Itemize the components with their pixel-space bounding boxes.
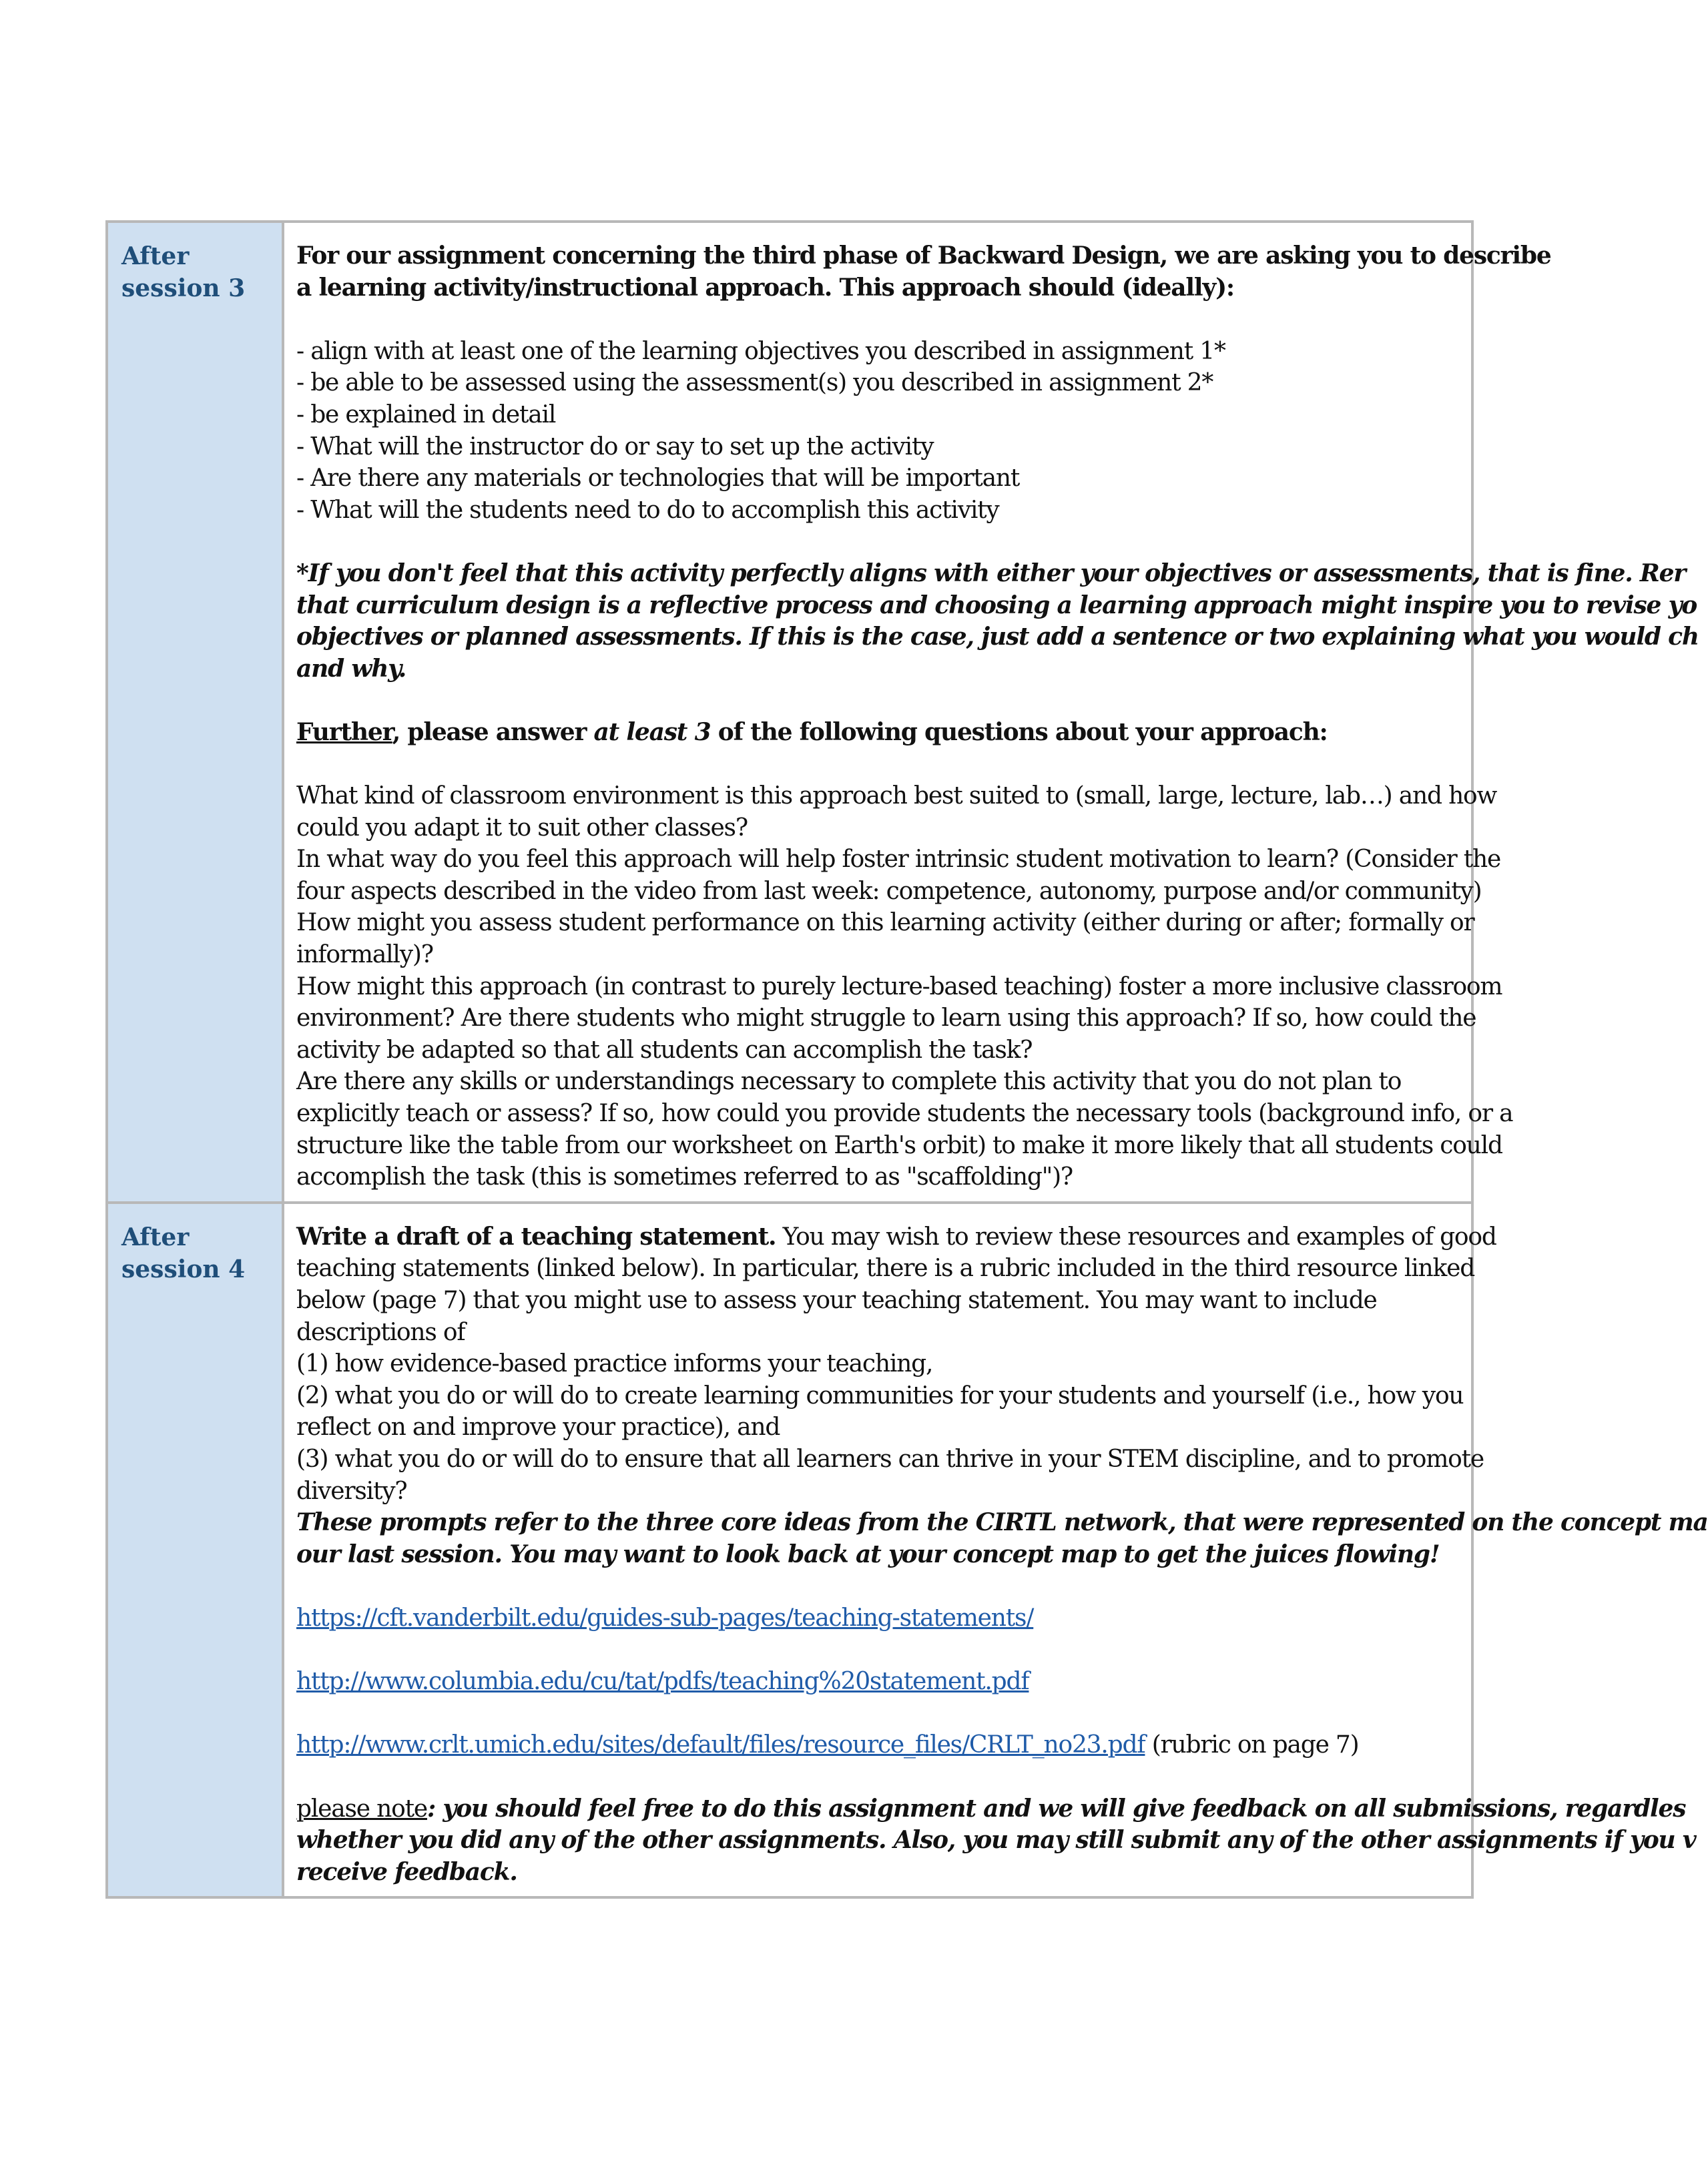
alignment-note-line: and why. xyxy=(296,654,406,683)
assignments-table xyxy=(105,220,1708,1899)
question-line: environment? Are there students who might struggle to learn using this approach? If so, how could the xyxy=(296,1004,1476,1032)
body-line: (3) what you do or will do to ensure that all learners can thrive in your STEM discipline, and to promote xyxy=(296,1445,1484,1473)
assignment-content-cell xyxy=(283,1203,1708,1897)
further-instruction xyxy=(296,717,1471,749)
criteria-item: - be explained in detail xyxy=(296,400,556,428)
resource-link-crlt[interactable]: http://www.crlt.umich.edu/sites/default/files/resource_files/CRLT_no23.pdf xyxy=(296,1731,1145,1759)
final-note-line: receive feedback. xyxy=(296,1857,517,1886)
spacer xyxy=(296,1761,1471,1793)
criteria-item: - What will the students need to do to accomplish this activity xyxy=(296,496,999,524)
final-note-line: whether you did any of the other assignments. Also, you may still submit any of the other assignments if you v xyxy=(296,1826,1696,1855)
question-line: accomplish the task (this is sometimes referred to as "scaffolding")? xyxy=(296,1163,1073,1191)
session-label: session 3 xyxy=(121,274,246,302)
spacer xyxy=(296,749,1471,781)
further-underlined: Further xyxy=(296,717,392,746)
question-line: How might this approach (in contrast to purely lecture-based teaching) foster a more inclusive classroom xyxy=(296,972,1502,1000)
table-row xyxy=(107,222,1472,1203)
spacer xyxy=(296,304,1471,336)
question-line: activity be adapted so that all students can accomplish the task? xyxy=(296,1036,1033,1064)
further-text: , please answer xyxy=(392,717,594,746)
question-line: could you adapt it to suit other classes? xyxy=(296,814,748,842)
criteria-item: - be able to be assessed using the assessment(s) you described in assignment 2* xyxy=(296,369,1213,397)
criteria-item: - What will the instructor do or say to set up the activity xyxy=(296,432,934,460)
session-label: After xyxy=(121,242,190,270)
body-line: (2) what you do or will do to create learning communities for your students and yourself (i.e., how you xyxy=(296,1381,1464,1410)
body-line: below (page 7) that you might use to assess your teaching statement. You may want to include xyxy=(296,1287,1377,1314)
spacer xyxy=(296,1570,1471,1602)
session-label-cell xyxy=(107,1203,283,1897)
question-line: informally)? xyxy=(296,941,433,969)
intro-line: For our assignment concerning the third phase of Backward Design, we are asking you to describe xyxy=(296,242,1551,270)
alignment-note-line: *If you don't feel that this activity perfectly aligns with either your objectives or assessments, that is fine. Rer xyxy=(296,559,1686,587)
spacer xyxy=(296,1698,1471,1730)
session-label: session 4 xyxy=(121,1255,246,1283)
session-label-cell xyxy=(107,222,283,1203)
table-row xyxy=(107,1203,1472,1897)
resource-link-vanderbilt[interactable]: https://cft.vanderbilt.edu/guides-sub-pages/teaching-statements/ xyxy=(296,1604,1034,1632)
question-line: four aspects described in the video from last week: competence, autonomy, purpose and/or community) xyxy=(296,877,1482,905)
prompts-note-line: our last session. You may want to look back at your concept map to get the juices flowing! xyxy=(296,1540,1440,1568)
body-line: teaching statements (linked below). In particular, there is a rubric included in the third resource linked xyxy=(296,1255,1475,1283)
question-line: Are there any skills or understandings necessary to complete this activity that you do not plan to xyxy=(296,1068,1402,1096)
please-note-label: please note xyxy=(296,1795,427,1823)
resource-line xyxy=(296,1729,1471,1761)
session-label: After xyxy=(121,1223,190,1251)
resource-link-columbia[interactable]: http://www.columbia.edu/cu/tat/pdfs/teaching%20statement.pdf xyxy=(296,1668,1029,1696)
resource-line xyxy=(296,1602,1471,1634)
statement-intro xyxy=(296,1221,1496,1253)
further-text: of the following questions about your approach: xyxy=(710,717,1328,746)
body-line: descriptions of xyxy=(296,1318,465,1346)
rubric-note: (rubric on page 7) xyxy=(1145,1731,1359,1759)
resource-line xyxy=(296,1666,1471,1698)
criteria-item: - align with at least one of the learning objectives you described in assignment 1* xyxy=(296,337,1225,365)
alignment-note-line: objectives or planned assessments. If this is the case, just add a sentence or two explaining what you would ch xyxy=(296,623,1699,651)
question-line: In what way do you feel this approach will help foster intrinsic student motivation to learn? (Consider the xyxy=(296,846,1501,874)
body-line: reflect on and improve your practice), and xyxy=(296,1414,780,1442)
final-note xyxy=(296,1793,1686,1825)
statement-task: Write a draft of a teaching statement. xyxy=(296,1222,776,1251)
question-line: explicitly teach or assess? If so, how could you provide students the necessary tools (background info, or a xyxy=(296,1100,1513,1128)
intro-line: a learning activity/instructional approach. This approach should (ideally): xyxy=(296,273,1235,302)
alignment-note-line: that curriculum design is a reflective process and choosing a learning approach might inspire you to revise yo xyxy=(296,591,1697,619)
question-line: structure like the table from our worksheet on Earth's orbit) to make it more likely that all students could xyxy=(296,1131,1502,1159)
assignment-content-cell xyxy=(283,222,1699,1203)
question-line: How might you assess student performance on this learning activity (either during or after; formally or xyxy=(296,909,1474,937)
prompts-note-line: These prompts refer to the three core ideas from the CIRTL network, that were represented on the concept ma xyxy=(296,1508,1708,1537)
criteria-item: - Are there any materials or technologies that will be important xyxy=(296,465,1020,493)
final-note-text: : you should feel free to do this assignment and we will give feedback on all submissions, regardles xyxy=(426,1794,1686,1823)
statement-text: You may wish to review these resources and examples of good xyxy=(776,1223,1496,1251)
spacer xyxy=(296,1634,1471,1666)
question-line: What kind of classroom environment is this approach best suited to (small, large, lecture, lab…) and how xyxy=(296,782,1497,810)
spacer xyxy=(296,526,1471,558)
body-line: diversity? xyxy=(296,1477,407,1505)
spacer xyxy=(296,685,1471,717)
further-emphasis: at least 3 xyxy=(593,717,711,746)
body-line: (1) how evidence-based practice informs your teaching, xyxy=(296,1350,933,1378)
